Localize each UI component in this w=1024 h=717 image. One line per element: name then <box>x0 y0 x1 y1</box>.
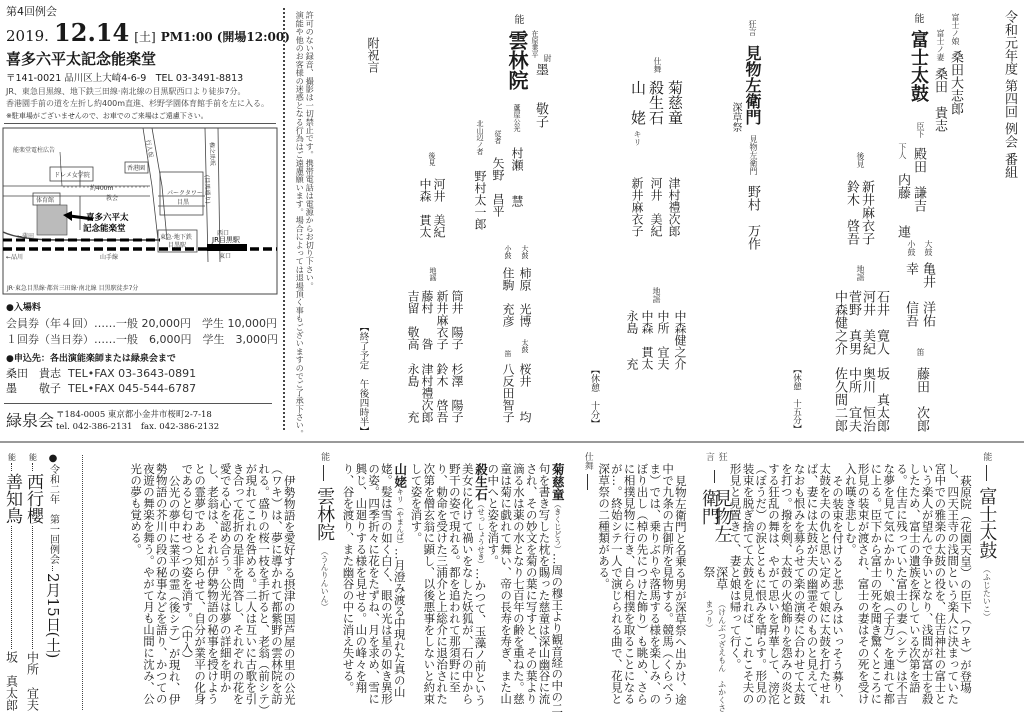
performer-name: 中所 宜夫 <box>656 310 670 370</box>
map-label-gonnosuke: 権之助坂 <box>208 141 216 167</box>
end-time-note: 【終了予定 午後四時半】 <box>357 322 369 436</box>
role-label: 臣下 <box>916 122 925 138</box>
section-divider <box>0 441 1024 443</box>
next-play-title: 善知鳥 <box>2 473 22 524</box>
performer-name: 中森 貫太 <box>418 178 432 238</box>
synopsis-title: 富士太鼓 <box>976 487 998 559</box>
instrument-label: 大鼓 <box>521 245 529 259</box>
role-label: 富士ノ娘 <box>951 13 960 45</box>
shimai-note: キリ <box>633 130 642 146</box>
play-subtitle: 深草祭 <box>730 102 741 132</box>
performer-name: 津村禮次郎 <box>420 363 434 423</box>
synopsis-title: 雲林院 <box>314 487 336 541</box>
fees-heading: ●入場料 <box>6 303 41 313</box>
genre-label: 能 <box>319 452 330 461</box>
title-reading: （うんりんいん） <box>320 547 330 611</box>
performer-name: 杉澤 陽子 <box>450 363 464 423</box>
dash-rule <box>323 465 324 481</box>
performer-name: 永島 充 <box>625 310 639 370</box>
venue-access-2: 香港園手前の道を左折し約400m直進、杉野学園体育館手前を左に入る。 <box>6 99 270 108</box>
contact-row <box>6 380 196 396</box>
map-label-distance: 約400m <box>90 185 114 192</box>
shimai-title: 菊慈童 <box>550 463 566 501</box>
organizer-address: 〒184-0005 東京都小金井市桜町2-7-18 <box>56 410 212 420</box>
shimai-title: 菊慈童 <box>666 80 684 125</box>
map-label-shinagawa: ←品川 <box>6 254 24 261</box>
performer-name: 筒井 陽子 <box>450 290 464 350</box>
instrument-label: 太鼓 <box>521 339 529 353</box>
performer-name: 佐久間二郎 <box>832 367 847 432</box>
performer-name: 住駒 充彦 <box>501 267 515 327</box>
role-label: 北山辺ノ者 <box>476 120 484 155</box>
title-reading: （きくじどう） <box>553 500 563 553</box>
performer-name: 藤村 昝 <box>420 290 434 350</box>
performer-name: 殿田 謙吉 <box>911 147 926 212</box>
shimai-title: 山姥 <box>392 463 408 488</box>
series-label: 第4回例会 <box>6 5 57 18</box>
performer-name: 亀井 洋佑 <box>920 262 935 327</box>
genre-label: 能 <box>28 453 38 461</box>
venue-access-1: JR、東急目黒線、地下鉄三田線·南北線の目黒駅西口より徒歩7分。 <box>6 87 246 96</box>
shimai-item <box>410 452 487 714</box>
chorus-label: 地謡 <box>652 287 661 303</box>
synopsis-paragraph: その装束を付けると悲しみはいっそう募り、太鼓を夫の仇と思い定めて娘に太鼓を打たせれば、妻には太鼓が夫の幽霊そのものと見えて、なおも恨みを募らせて楽の演奏に合わせて太鼓を打つ。撥を剣、太鼓の火焔飾りを怨みの炎とする狂乱の舞は、やがて思いを昇華して、滂沱（ぼうだ）の涙とともに恨みを晴らす。形見の装束を脱ぎ捨てて太鼓を見れば、これこそ夫の形見と見置きて、妻と娘は帰って行く。 <box>728 463 846 705</box>
map-label-jr: JR目黒駅 <box>212 236 240 244</box>
title-reading: キリ（やまんば） <box>395 488 405 548</box>
role-label: 見物左衛門 <box>749 135 758 175</box>
chorus-label: 地謡 <box>856 265 865 281</box>
map-label-meguro-dori: (目黒通り) <box>203 174 211 204</box>
instrument-label: 小鼓 <box>907 240 916 256</box>
next-event-play <box>3 453 20 711</box>
synopsis-heading-unrinin <box>310 452 338 714</box>
next-event-play <box>24 453 41 711</box>
contact-name: 桑田 貴志 <box>6 367 61 380</box>
chorus-label: 地謡 <box>429 267 437 281</box>
performer-name: 桑田大志郎 <box>948 50 963 115</box>
performer-name: 村瀬 慧 <box>510 147 524 207</box>
shugen-label: 附祝言 <box>366 37 380 73</box>
next-event-date-row <box>45 453 60 658</box>
performer-name: 内藤 連 <box>895 173 910 238</box>
map-label-tokyu-1: 東急·地下鉄 <box>160 234 192 241</box>
performer-name: 野村 万作 <box>745 185 760 250</box>
instrument-label: 大鼓 <box>924 240 933 256</box>
next-play-performer: 中所 宜夫 <box>25 651 40 711</box>
title-reading: （けんぶつざえもん ふかくさまつり） <box>704 600 727 713</box>
fee-student: 学生 10,000円 <box>202 317 277 330</box>
map-label-west-exit: 西口 <box>217 230 230 237</box>
performer-name: 菅野 真男 <box>846 290 861 355</box>
venue-name: 喜多六平太記念能楽堂 <box>6 50 157 68</box>
performer-name: 鈴木 啓吾 <box>844 180 859 245</box>
organizer-tel: tel. 042-386-2131 fax. 042-386-2132 <box>56 422 220 432</box>
performer-name: 桜井 均 <box>518 363 532 423</box>
performer-name: 幸 信吾 <box>903 262 918 327</box>
map-label-yamanote: 山手線 <box>100 254 119 261</box>
synopsis-heading-fuji <box>972 452 1000 714</box>
performer-name: 津村禮次郎 <box>667 177 681 237</box>
performer-name: 柿原 光博 <box>518 267 532 327</box>
synopsis-paragraph: 見物左衛門と名乗る男が深草祭へ出かけ、途中で九条の古御所を見物する。競馬（くらべうま）では、乗りぶりや落馬する様を楽しみ、のぼり出し（棹の先につけた飾り）も眺め、さらに相撲見物に行き、自ら相撲を取ることになるが…。終始シテ一人で演じられる曲で、花見と深草祭の二種類がある。 <box>597 463 688 705</box>
map-label-school: ドレメ女学院 <box>54 172 90 179</box>
performer-name: 八反田智子 <box>501 363 515 423</box>
shimai-item <box>342 452 406 714</box>
shimai-text: …月澄み渡る中現れた真の山姥。髪は雪の如く白く、眼の光は星の如き異形の姿。四季折々に花をたずね、月を求め、雪に興じ、山廻りする様を見せる。山の峰々を翔り、谷を渡り、また幽谷の中に消え失せる。 <box>341 463 407 705</box>
dotted-leader <box>32 463 33 471</box>
dotted-leader <box>52 566 53 571</box>
map-label-tower-2: 目黒 <box>177 199 190 206</box>
shimai-item <box>487 452 564 714</box>
performer-name: 奥川 恒治 <box>860 367 875 432</box>
fee-type: 会員券（年４回）…… <box>6 317 116 330</box>
role-label: 尉 <box>543 54 552 62</box>
map-label-gyoninzaka: 行人坂 <box>144 139 155 159</box>
map-label-venue-1: 喜多六平太 <box>86 213 129 223</box>
performer-name: 鈴木 啓吾 <box>435 363 449 423</box>
genre-label: 能 <box>912 13 923 23</box>
genre-label: 能 <box>512 14 523 24</box>
divider <box>4 403 272 404</box>
contact-row <box>6 365 196 381</box>
performer-name: 坂 真太郎 <box>874 367 889 432</box>
shimai-text: …かつて、玉藻ノ前という美女に化けて禍いをなした妖狐が、石の中から野干の姿で現れる。都を追われて那須野に至り、勅命を受けた三浦介と上総介に退治された次第を僧玄翁に顕し、以後悪事をしないと約束して姿を消す。 <box>409 463 488 706</box>
play-title-fuji: 富士太鼓 <box>908 30 929 102</box>
title-reading: （せっしょうせき） <box>476 500 486 568</box>
dotted-leader <box>11 526 12 649</box>
map-label-tower-1: パークタワー <box>167 190 203 197</box>
contact-tel: TEL•FAX 045-544-6787 <box>68 382 197 395</box>
genre-label: 仕舞 <box>653 57 662 73</box>
next-event-label: ●令和二年 第一回例会 <box>47 453 59 564</box>
role-label: 従者 <box>494 130 502 144</box>
performer-name: 墨 敬子 <box>533 63 548 128</box>
fee-student: 学生 3,000円 <box>202 333 278 346</box>
notice-line-2: 演能や他のお客様の迷惑となる行為はご遠慮願います。場合によっては退場頂く事もございますのでご了承下さい。 <box>295 11 306 438</box>
map-caption: JR·東急目黒線·都営三田線·南北線 目黒駅徒歩7分 <box>7 285 139 292</box>
map-label-gym: 体育館 <box>36 197 55 204</box>
instrument-label: 小鼓 <box>504 245 512 259</box>
dotted-divider <box>82 455 83 710</box>
genre-label: 能 <box>981 452 992 461</box>
performer-name: 藤田 次郎 <box>914 367 929 432</box>
dash-rule <box>986 465 987 481</box>
synopsis-area <box>129 452 1000 714</box>
play-title-unrinin: 雲林院 <box>505 30 529 90</box>
performer-name: 中所 宜夫 <box>846 367 861 432</box>
synopsis-paragraph: 萩原院（花園天皇）の臣下（ワキ）が登場し、四天王寺の浅間という楽人に決まっていた宮中での雅楽の太鼓の役を、住吉神社の富士という楽人が望んで争いとなり、浅間が富士を殺したため、富士の遺族を探している次第を語る。住吉に残っていた富士の妻（シテ）は不吉な夢を見て気にかかり、娘（子方）を連れて都に上る。臣下から富士の死を聞き驚くところに形見の装束が渡され、富士の妻はその死を受け入れ嘆き悲しむ。 <box>843 463 973 705</box>
performer-name: 河井 美紀 <box>860 290 875 355</box>
fee-type: １回券（当日券）…… <box>6 333 116 346</box>
genre-label: 仕舞 <box>582 452 593 470</box>
koken-label: 後見 <box>856 152 865 168</box>
intermission-note: 【休憩 十分】 <box>589 365 599 428</box>
map-label-venue-2: 記念能楽堂 <box>83 224 126 234</box>
performer-name: 中森健之介 <box>832 290 847 355</box>
dash-rule <box>714 470 715 483</box>
map-label-church: 教会 <box>106 195 119 202</box>
contact-tel: TEL•FAX 03-3643-0891 <box>68 367 197 380</box>
koken-label: 後見 <box>428 152 436 166</box>
organizer-name: 緑泉会 <box>6 411 55 430</box>
role-label: 富士ノ妻 <box>936 29 945 61</box>
fee-row <box>6 315 277 331</box>
dotted-divider <box>283 8 285 430</box>
dash-rule <box>587 474 588 490</box>
fee-general: 一般 6,000円 <box>116 333 192 346</box>
contact-name: 墨 敬子 <box>6 382 61 395</box>
venue-address: 〒141-0021 品川区上大崎4-6-9 TEL 03-3491-8813 <box>6 73 244 84</box>
event-weekday: [土] <box>134 30 156 44</box>
divider <box>4 123 276 124</box>
map-label-kamata: ←蒲田 <box>17 233 35 240</box>
event-year: 2019. <box>6 27 49 45</box>
play-title-kyogen: 見物左衛門 <box>743 45 762 125</box>
map-label-tokyu-2: 目黒駅 <box>168 242 187 249</box>
performer-name: 中森健之介 <box>673 310 687 370</box>
event-monthday: 12.14 <box>54 18 130 47</box>
shimai-title: 山 姥 <box>629 80 647 125</box>
instrument-label: 笛 <box>504 350 512 357</box>
synopsis-paragraph: 伊勢物語を愛好する摂津の国芦屋の里の公光（ワキ）は、夢に導かれて都紫野の雲林院を訪れる。盛りの桜一枝を手折ると、老翁（前シテ）が現れてこれを咎める。二人は互いに古歌を引き合って花折の是非を問答し、それぞれの花を愛でる心を認め合う。公光は夢の詳細を明かし、老翁は、それが伊勢物語の秘事を授けようとの霊夢であると知らせて、自分が業平の化身であると匂わせつつ姿を消す。（中入） <box>180 463 297 711</box>
notice-line-1: 許可のない録音、撮影は一切禁止です。携帯電話は電源からお切り下さい。 <box>305 11 316 290</box>
map-label-hongkong: 香港園 <box>127 165 146 172</box>
shimai-text: …周の穆王より観音経の中の二句を書き写した枕を賜った慈童は深山幽谷に流され、その妙文を菊の葉に写すと、その葉より滴る水は薬の水となり七百年の齢を重ねた。慈童は菊に戯れて舞い、帝の長寿を寿ぎ、また山の中へと姿を消す。 <box>486 463 565 714</box>
fee-row <box>6 331 278 347</box>
performer-name: 永島 充 <box>406 363 420 423</box>
performer-name: 桑田 貴志 <box>932 67 947 132</box>
map-label-east-exit: 東口 <box>219 253 232 260</box>
next-play-title: 西行櫻 <box>23 473 43 524</box>
synopsis-heading-shimai <box>577 452 597 714</box>
synopsis-heading-kyogen <box>698 452 733 714</box>
access-map <box>0 126 280 296</box>
synopsis-title: 見物左衛門 <box>698 488 733 543</box>
shimai-title: 殺生石 <box>473 463 489 501</box>
map-label-pole-ad: 能楽堂電柱広告 <box>13 147 56 154</box>
performer-name: 吉留 敬高 <box>406 290 420 350</box>
dotted-leader <box>32 526 33 649</box>
synopsis-paragraph: 公光の夢中に業平の霊（後シテ）が現れ、伊勢物語の芥川の段の秘事などを語り、かつての夜遊の舞楽を舞う。やがて月も山間に沈み、公光の夢も覚める。 <box>129 463 182 705</box>
event-time: PM1:00 (開場12:00) <box>160 30 290 44</box>
performer-name: 新井麻衣子 <box>630 177 644 237</box>
genre-label: 狂言 <box>703 452 727 461</box>
next-event-date: 2月15日(土) <box>44 572 62 658</box>
performer-name: 矢野 昌平 <box>491 157 505 217</box>
shimai-title: 殺生石 <box>647 80 665 125</box>
contact-heading: ●申込先：各出演能楽師または緑泉会まで <box>6 354 176 364</box>
parking-note: ※駐車場がございませんので、お車でのご来場はご遠慮下さい。 <box>6 112 208 120</box>
dotted-leader <box>11 463 12 471</box>
performer-name: 野村太一郎 <box>473 170 487 230</box>
intermission-note: 【休憩 十五分】 <box>791 365 802 433</box>
role-label: 蘆屋公光 <box>513 104 521 132</box>
instrument-label: 笛 <box>916 348 925 356</box>
role-label: 在原業平 <box>531 30 539 58</box>
synopsis-subtitle: 深草祭 <box>701 565 729 590</box>
program-title: 令和元年度 第四回 例会 番組 <box>1002 10 1017 179</box>
performer-name: 河井 美紀 <box>649 177 663 237</box>
event-date <box>6 18 290 47</box>
performer-name: 石井 寛人 <box>874 290 889 355</box>
genre-label: 能 <box>7 453 17 461</box>
performer-name: 新井麻衣子 <box>435 290 449 350</box>
performer-name: 新井麻衣子 <box>859 180 874 245</box>
next-play-performer: 坂 真太郎 <box>4 651 19 711</box>
genre-label: 狂言 <box>748 20 757 36</box>
title-reading: （ふじたいこ） <box>982 565 992 621</box>
performer-name: 河井 美紀 <box>432 178 446 238</box>
fee-general: 一般 20,000円 <box>116 317 191 330</box>
performer-name: 中森 貫太 <box>640 310 654 370</box>
role-label: 下人 <box>898 143 907 159</box>
